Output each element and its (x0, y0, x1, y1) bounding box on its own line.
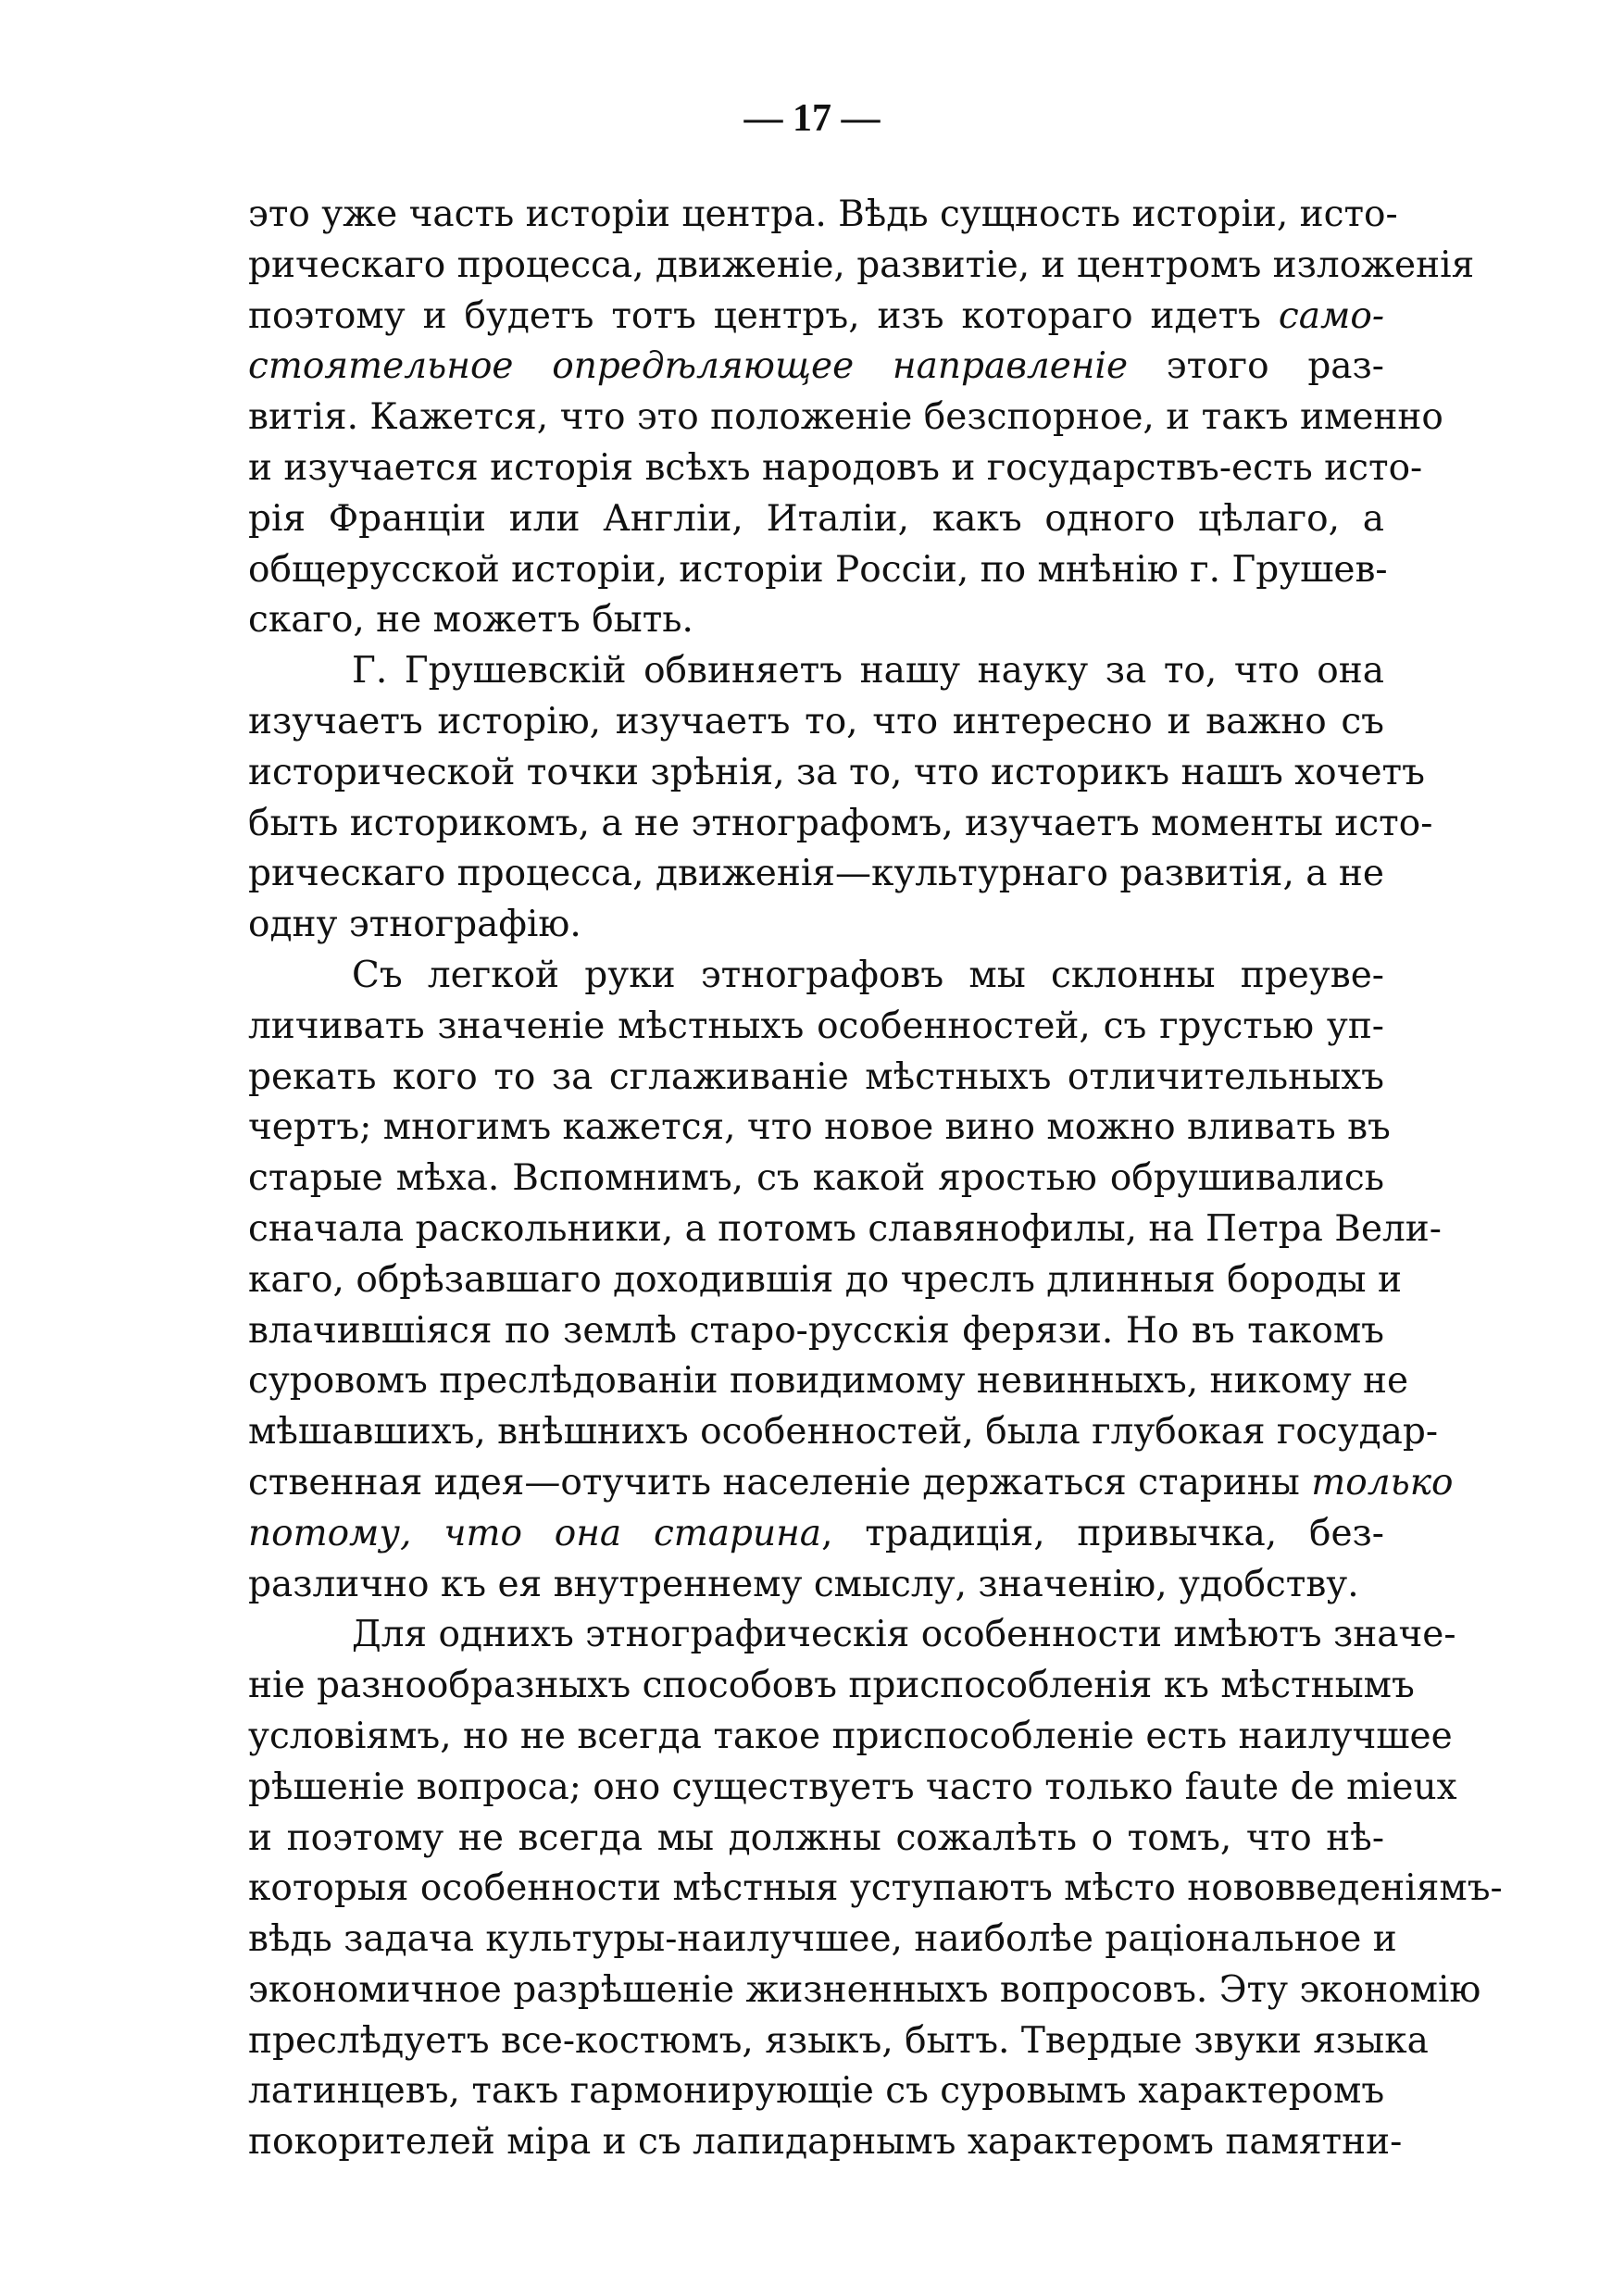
text-line: и поэтому не всегда мы должны сожалѣть о томъ, что нѣ- (248, 1816, 1384, 1859)
text-line: общерусской исторіи, исторіи Россіи, по мнѣнію г. Грушев- (248, 548, 1388, 591)
text-line: рическаго процесса, движеніе, развитіе, и центромъ изложенія (248, 243, 1475, 286)
text-line: суровомъ преслѣдованіи повидимому невинныхъ, никому не (248, 1360, 1409, 1403)
text-line: которыя особенности мѣстныя уступаютъ мѣсто нововведеніямъ- (248, 1867, 1503, 1910)
text-line: одну этнографію. (248, 904, 581, 946)
text-line: и изучается исторія всѣхъ народовъ и государствъ-есть исто- (248, 446, 1423, 489)
italic-fragment: потому, что она старина (248, 1512, 822, 1554)
italic-fragment: только (1311, 1461, 1454, 1504)
text-line: покорителей міра и съ лапидарнымъ характеромъ памятни- (248, 2121, 1403, 2164)
text-line-suffix: , традиція, привычка, без- (821, 1512, 1384, 1554)
text-line: витія. Кажется, что это положеніе безспорное, и такъ именно (248, 396, 1443, 439)
text-line: рекать кого то за сглаживаніе мѣстныхъ отличительныхъ (248, 1055, 1384, 1098)
text-line: условіямъ, но не всегда такое приспособленіе есть наилучшее (248, 1715, 1453, 1757)
text-line-prefix: ственная идея—отучить населеніе держаться старины (248, 1461, 1312, 1504)
text-line: латинцевъ, такъ гармонирующіе съ суровымъ характеромъ (248, 2070, 1385, 2113)
text-line (248, 1458, 1454, 1509)
text-line: влачившіяся по землѣ старо-русскія ферязи. Но въ такомъ (248, 1309, 1384, 1352)
text-line: личивать значеніе мѣстныхъ особенностей, съ грустью уп- (248, 1004, 1384, 1047)
text-line: Г. Грушевскій обвиняетъ нашу науку за то, что она (352, 650, 1384, 693)
text-line: чертъ; многимъ кажется, что новое вино можно вливать въ (248, 1106, 1391, 1149)
text-line (248, 292, 1384, 343)
text-line: быть историкомъ, а не этнографомъ, изучаетъ моменты исто- (248, 802, 1433, 844)
text-line: Съ легкой руки этнографовъ мы склонны преуве- (352, 954, 1384, 996)
text-line: рія Франціи или Англіи, Италіи, какъ одного цѣлаго, а (248, 497, 1384, 540)
text-line: преслѣдуетъ все-костюмъ, языкъ, бытъ. Твердые звуки языка (248, 2019, 1429, 2062)
text-line: каго, обрѣзавшаго доходившія до чреслъ длинныя бороды и (248, 1258, 1402, 1301)
text-line: экономичное разрѣшеніе жизненныхъ вопросовъ. Эту экономію (248, 1968, 1481, 2011)
page-number: — 17 — (743, 97, 881, 140)
text-line: исторической точки зрѣнія, за то, что историкъ нашъ хочетъ (248, 751, 1425, 793)
text-line: различно къ ея внутреннему смыслу, значенію, удобству. (248, 1563, 1359, 1605)
text-line: это уже часть исторіи центра. Вѣдь сущность исторіи, исто- (248, 193, 1398, 235)
text-line (248, 1509, 1384, 1560)
text-line: скаго, не можетъ быть. (248, 599, 693, 642)
text-line-prefix: поэтому и будетъ тотъ центръ, изъ котораго идетъ (248, 294, 1279, 337)
text-line: старые мѣха. Вспомнимъ, съ какой яростью обрушивались (248, 1157, 1384, 1200)
text-line: мѣшавшихъ, внѣшнихъ особенностей, была глубокая государ- (248, 1411, 1439, 1454)
text-line: ніе разнообразныхъ способовъ приспособленія къ мѣстнымъ (248, 1665, 1415, 1707)
text-line: Для однихъ этнографическія особенности имѣютъ значе- (352, 1614, 1456, 1656)
text-line: вѣдь задача культуры-наилучшее, наиболѣе раціональное и (248, 1918, 1397, 1961)
text-line (248, 342, 1384, 393)
text-line: рическаго процесса, движенія—культурнаго развитія, а не (248, 853, 1384, 895)
italic-fragment: стоятельное опредѣляющее направленіе (248, 345, 1129, 388)
text-line: сначала раскольники, а потомъ славянофилы, на Петра Вели- (248, 1207, 1442, 1250)
text-line: рѣшеніе вопроса; оно существуетъ часто только faute de mieux (248, 1766, 1457, 1808)
text-line: изучаетъ исторію, изучаетъ то, что интересно и важно съ (248, 700, 1384, 742)
italic-fragment: само- (1278, 294, 1384, 337)
body-text (248, 190, 1503, 2168)
text-line-suffix: этого раз- (1128, 345, 1384, 388)
